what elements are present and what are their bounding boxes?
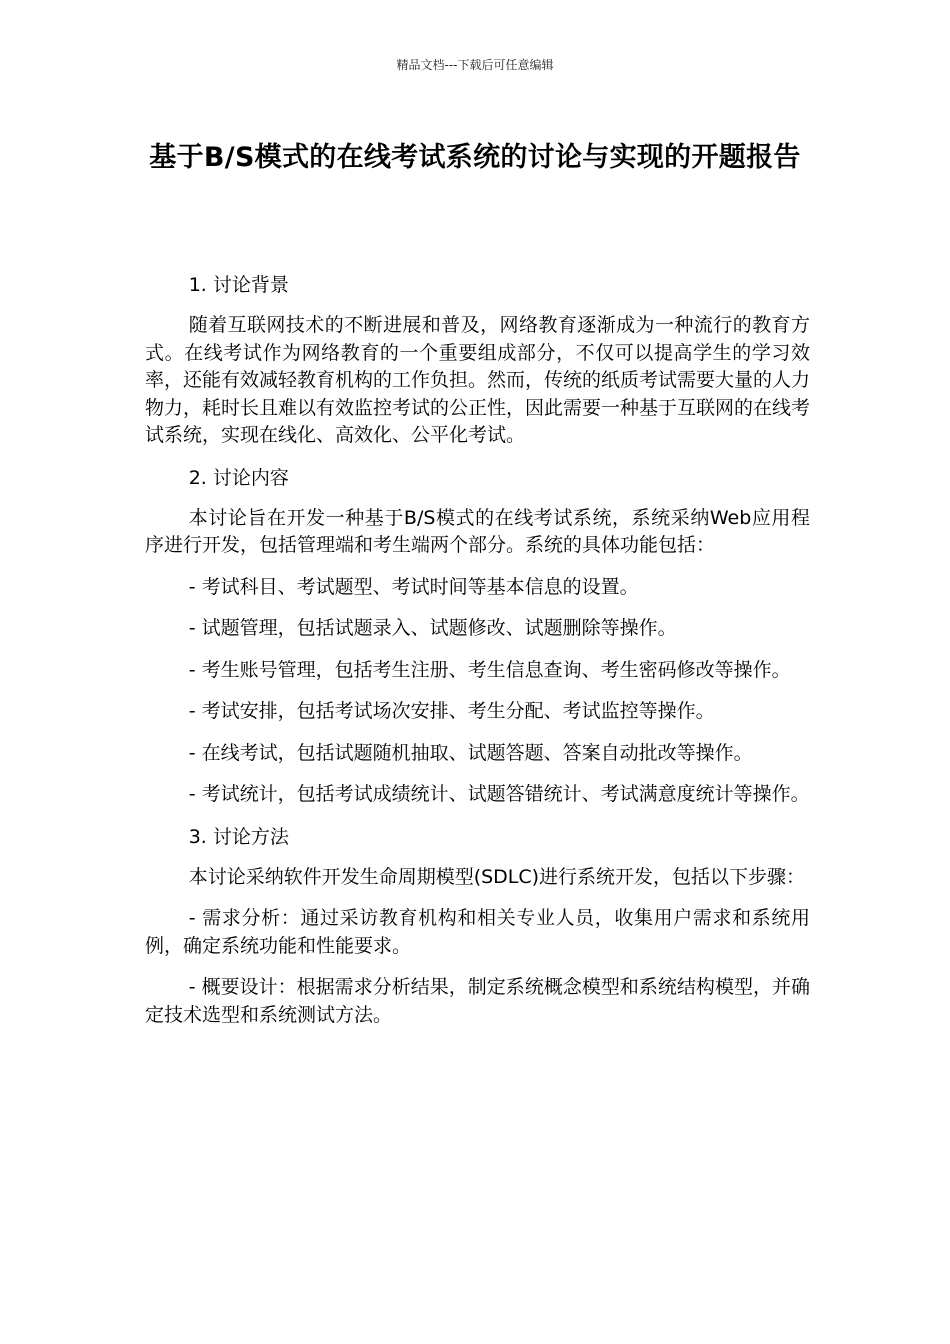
section-heading-method: 3. 讨论方法 bbox=[188, 825, 289, 848]
list-item: - 考试统计，包括考试成绩统计、试题答错统计、考试满意度统计等操作。 bbox=[188, 783, 810, 805]
document-body bbox=[145, 271, 810, 1043]
list-item: - 概要设计：根据需求分析结果，制定系统概念模型和系统结构模型，并确定技术选型和系统测试方法。 bbox=[145, 976, 810, 1026]
document-title: 基于B/S模式的在线考试系统的讨论与实现的开题报告 bbox=[149, 142, 801, 173]
list-item: - 考试安排，包括考试场次安排、考生分配、考试监控等操作。 bbox=[188, 700, 715, 722]
list-item: - 在线考试，包括试题随机抽取、试题答题、答案自动批改等操作。 bbox=[188, 741, 753, 764]
section-heading-content: 2. 讨论内容 bbox=[188, 466, 289, 489]
paragraph: 本讨论采纳软件开发生命周期模型(SDLC)进行系统开发，包括以下步骤： bbox=[188, 865, 806, 888]
list-item: - 考生账号管理，包括考生注册、考生信息查询、考生密码修改等操作。 bbox=[188, 658, 791, 681]
section-heading-background: 1. 讨论背景 bbox=[188, 274, 289, 296]
paragraph: 随着互联网技术的不断进展和普及，网络教育逐渐成为一种流行的教育方式。在线考试作为网络教育的一个重要组成部分，不仅可以提高学生的学习效率，还能有效减轻教育机构的工作负担。然而，传统的纸质考试需要大量的人力物力，耗时长且难以有效监控考试的公正性，因此需要一种基于互联网的在线考试系统，实现在线化、高效化、公平化考试。 bbox=[145, 314, 811, 446]
paragraph: 本讨论旨在开发一种基于B/S模式的在线考试系统，系统采纳Web应用程序进行开发，包括管理端和考生端两个部分。系统的具体功能包括： bbox=[145, 506, 810, 556]
list-item: - 考试科目、考试题型、考试时间等基本信息的设置。 bbox=[188, 575, 639, 598]
list-item: - 需求分析：通过采访教育机构和相关专业人员，收集用户需求和系统用例，确定系统功能和性能要求。 bbox=[145, 907, 810, 957]
list-item: - 试题管理，包括试题录入、试题修改、试题删除等操作。 bbox=[188, 617, 677, 639]
header-note: 精品文档---下载后可任意编辑 bbox=[396, 58, 554, 72]
